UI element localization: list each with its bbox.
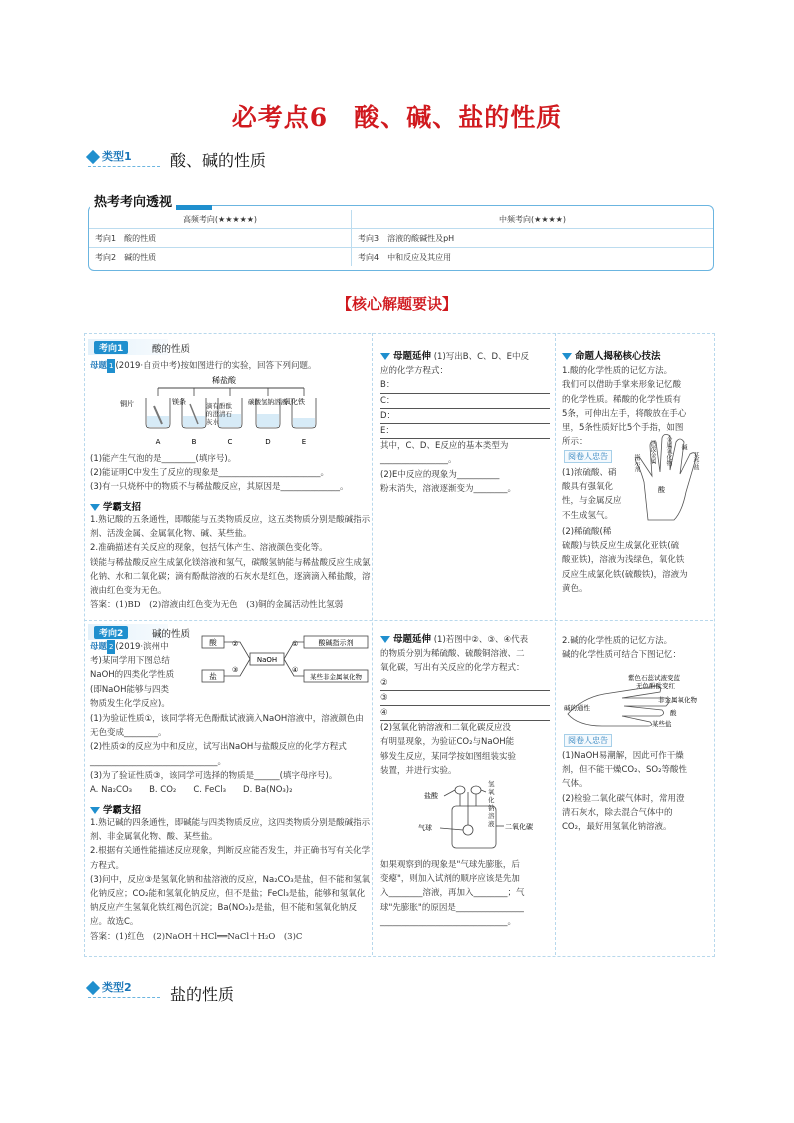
k1-title: 酸的性质 bbox=[152, 344, 191, 355]
hand-label: 金属氧化物 bbox=[665, 436, 672, 466]
table-cell: 考向2 碱的性质 bbox=[89, 248, 352, 267]
hand-label: 某些盐 bbox=[652, 720, 672, 728]
k2-tip: 2.碱的化学性质的记忆方法。 碱的化学性质可结合下图记忆： bbox=[562, 636, 682, 661]
num: ① bbox=[292, 640, 299, 648]
high-freq-header: 高频考向(★★★★★) bbox=[182, 214, 258, 224]
hand-label: 指示剂 bbox=[633, 454, 640, 472]
divider bbox=[555, 333, 556, 955]
divider bbox=[84, 620, 713, 621]
base-hand-diagram bbox=[562, 664, 710, 730]
salt-box: 盐 bbox=[209, 672, 217, 681]
equation-line: ② bbox=[380, 676, 550, 691]
naoh-box: NaOH bbox=[256, 656, 278, 664]
naoh-property-diagram bbox=[200, 634, 372, 686]
k2-xueba-body: 1.熟记碱的四条通性，即碱能与四类物质反应，这四类物质分别是酸碱指示剂、非金属氧化物、酸、某些盐。 2.根据有关通性能描述反应现象，判断反应能否发生，并正确书写有关化学方程式。 (3)问中，反应③是氢氧化钠和盐溶液的反应，Na₂CO₃是盐，但不能和氢氧化钠反应；CO₂能和氢氧化钠反应，但不是盐；FeCl₃是盐，能够和氢氧化钠反应产生氢氧化铁红褐色沉淀；Ba(NO₃)₂是盐，但不能和氢氧化钠反应。故选C。 答案：(1)红色 (2)NaOH＋HCl══NaCl＋H₂O (3)C bbox=[90, 816, 372, 944]
num: ② bbox=[232, 640, 239, 648]
naoh-solution-label: 氢氧化钠溶液 bbox=[488, 780, 495, 828]
k2-advice: (1)NaOH易潮解，因此可作干燥 剂，但不能干燥CO₂、SO₂等酸性 气体。 (2)检验二氧化碳气体时，常用澄 清石灰水，除去混合气体中的 CO₂，最好用氢氧化钠溶液。 bbox=[562, 751, 688, 833]
triangle-icon bbox=[90, 504, 100, 511]
k1-xueba-title: 学霸支招 bbox=[90, 499, 141, 513]
co2-apparatus-diagram bbox=[400, 782, 540, 852]
type1-title: 酸、碱的性质 bbox=[170, 151, 267, 170]
k1-xueba-body: 1.熟记酸的五条通性，即酸能与五类物质反应，这五类物质分别是酸碱指示剂、活泼金属、金属氧化物、碱、某些盐。 2.准确描述有关反应的现象，包括气体产生、溶液颜色变化等。 镁能与稀盐酸反应生成氯化镁溶液和氢气，碳酸氢钠能与稀盐酸反应生成氯化钠、水和二氧化碳；滴有酚酞溶液的石灰水是红色，逐滴滴入稀盐酸，溶液由红色变为无色。 答案：(1)BD (2)溶液由红色变为无色 (3)铜的金属活动性比氢弱 bbox=[90, 513, 372, 612]
equation-line: E： bbox=[380, 424, 550, 439]
hcl-label: 盐酸 bbox=[424, 792, 438, 800]
hand-label: 酸 bbox=[670, 709, 677, 717]
copper-label: 铜片 bbox=[120, 400, 134, 408]
triangle-icon bbox=[562, 353, 572, 360]
k2-xueba-title: 学霸支招 bbox=[90, 802, 141, 816]
k2-answer: 答案：(1)红色 (2)NaOH＋HCl══NaCl＋H₂O (3)C bbox=[90, 931, 303, 942]
k1-tag: 考向1 bbox=[88, 339, 168, 355]
hand-label: 紫色石蕊试液变蓝 bbox=[628, 674, 680, 682]
k2-questions: (1)为验证性质①，该同学将无色酚酞试液滴入NaOH溶液中，溶液颜色由无色变成________。 (2)性质②的反应为中和反应，试写出NaOH与盐酸反应的化学方程式______________________________。 (3)为了验证性质③，该同学可选择的物质是______(填字母序号)。 A. Na₂CO₃ B. CO₂ C. FeCl₃ D. Ba(NO₃)₂ bbox=[90, 714, 364, 796]
k1-advice-1: (1)浓硫酸、硝 酸具有强氧化 性，与金属反应 不生成氢气。 bbox=[562, 468, 622, 521]
equation-line: ③ bbox=[380, 691, 550, 706]
co2-label: 二氧化碳 bbox=[505, 823, 533, 831]
balloon-label: 气球 bbox=[418, 824, 432, 832]
letter: A bbox=[155, 438, 161, 446]
top-label: 稀盐酸 bbox=[212, 376, 236, 385]
hot-directions-table bbox=[89, 210, 713, 266]
k1-tip: 命题人揭秘核心技法 1.酸的化学性质的记忆方法。 我们可以借助手掌来形象记忆酸 的化学性质。稀酸的化学性质有 5条，可伸出左手，将酸放在手心 里，5条性质好比5个手指，如图 所示： bbox=[562, 351, 687, 448]
letter: C bbox=[227, 438, 233, 446]
type2-tag: 类型2 bbox=[88, 979, 168, 999]
type1-tag: 类型1 bbox=[88, 148, 168, 168]
type2-title: 盐的性质 bbox=[170, 985, 235, 1004]
table-cell: 考向1 酸的性质 bbox=[89, 229, 352, 248]
phenolphthalein-label: 滴有酚酞的澄清石灰水 bbox=[206, 402, 232, 426]
k1-advice-2: (2)稀硫酸(稀 硫酸)与铁反应生成氯化亚铁(硫 酸亚铁)，溶液为浅绿色，氧化铁 反应生成氯化铁(硫酸铁)，溶液为 黄色。 bbox=[562, 527, 688, 594]
core-title: 【核心解题要诀】 bbox=[336, 295, 457, 313]
triangle-icon bbox=[380, 636, 390, 643]
hand-label: 碱的通性 bbox=[564, 704, 590, 712]
advice-badge: 阅卷人忠告 bbox=[564, 450, 612, 463]
table-cell: 考向3 溶液的酸碱性及pH bbox=[352, 229, 714, 248]
table-cell: 考向4 中和反应及其应用 bbox=[352, 248, 714, 267]
page-title: 必考点6 酸、碱、盐的性质 bbox=[231, 103, 563, 132]
triangle-icon bbox=[90, 807, 100, 814]
equation-line: D： bbox=[380, 409, 550, 424]
k1-experiment-diagram bbox=[118, 374, 358, 452]
mid-freq-header: 中频考向(★★★★) bbox=[352, 210, 714, 229]
indicator-box: 酸碱指示剂 bbox=[318, 639, 354, 647]
diamond-icon bbox=[86, 981, 100, 995]
equation-line: ④ bbox=[380, 706, 550, 721]
nahco3-label: 碳酸氢钠溶液 bbox=[248, 398, 287, 406]
advice-badge: 阅卷人忠告 bbox=[564, 734, 612, 747]
k2-title: 碱的性质 bbox=[152, 629, 191, 640]
letter: D bbox=[265, 438, 271, 446]
num: ④ bbox=[292, 666, 299, 674]
k2-tag: 考向2 bbox=[88, 624, 168, 640]
triangle-icon bbox=[380, 353, 390, 360]
equation-line: B： bbox=[380, 378, 550, 393]
divider bbox=[372, 333, 373, 955]
hand-label: 某些盐 bbox=[692, 452, 699, 470]
letter: B bbox=[191, 438, 197, 446]
mg-label: 镁条 bbox=[172, 398, 186, 406]
k1-questions: (1)能产生气泡的是________(填序号)。 (2)能证明C中发生了反应的现象是________________________。 (3)有一只烧杯中的物质不与稀盐酸反应，其原因是______________。 bbox=[90, 454, 349, 493]
num: ③ bbox=[232, 666, 239, 674]
k1-extension: 母题延伸 (1)写出B、C、D、E中反 应的化学方程式： B： C： D： E： 其中，C、D、E反应的基本类型为 ________________。 (2)E中反应的现象为__________ 粉末消失，溶液逐渐变为________。 bbox=[380, 350, 550, 496]
hand-label: 碱 bbox=[680, 444, 687, 450]
fe2o3-label: 氧化铁 bbox=[284, 398, 305, 406]
k2-extension-2: 如果观察到的现象是"气球先膨胀，后 变瘪"，则加入试剂的顺序应该是先加 入________溶液，再加入________；气 球"先膨胀"的原因是________________ ______________________________。 bbox=[380, 860, 525, 927]
k2-problem: 母题 2 (2019·滨州中 考)某同学用下图总结 NaOH的四类化学性质 (即NaOH能够与四类 物质发生化学反应)。 bbox=[90, 642, 175, 709]
hand-label: 活泼金属 bbox=[649, 440, 656, 464]
hand-label: 无色酚酞变红 bbox=[636, 682, 675, 690]
hot-directions-box bbox=[88, 205, 714, 271]
equation-line: C： bbox=[380, 394, 550, 409]
hand-label: 非金属氧化物 bbox=[658, 696, 697, 704]
hand-center-label: 酸 bbox=[658, 486, 665, 494]
diamond-icon bbox=[86, 150, 100, 164]
k1-problem: 母题 1 (2019·自贡中考)按如图进行的实验，回答下列问题。 bbox=[90, 359, 370, 373]
oxide-box: 某些非金属氧化物 bbox=[310, 673, 362, 681]
k1-answer: 答案：(1)BD (2)溶液由红色变为无色 (3)铜的金属活动性比氢弱 bbox=[90, 600, 344, 611]
k2-extension: 母题延伸 (1)若图中②、③、④代表 的物质分别为稀硫酸、硫酸铜溶液、二 氧化碳，写出有关反应的化学方程式： ② ③ ④ (2)氢氧化钠溶液和二氧化碳反应没 有明显现象，为验证CO₂与NaOH能 够发生反应，某同学按如图组装实验 装置，并进行实验。 bbox=[380, 633, 550, 778]
acid-box: 酸 bbox=[209, 638, 217, 647]
letter: E bbox=[301, 438, 307, 446]
hot-label: 热考考向透视 bbox=[90, 191, 176, 210]
